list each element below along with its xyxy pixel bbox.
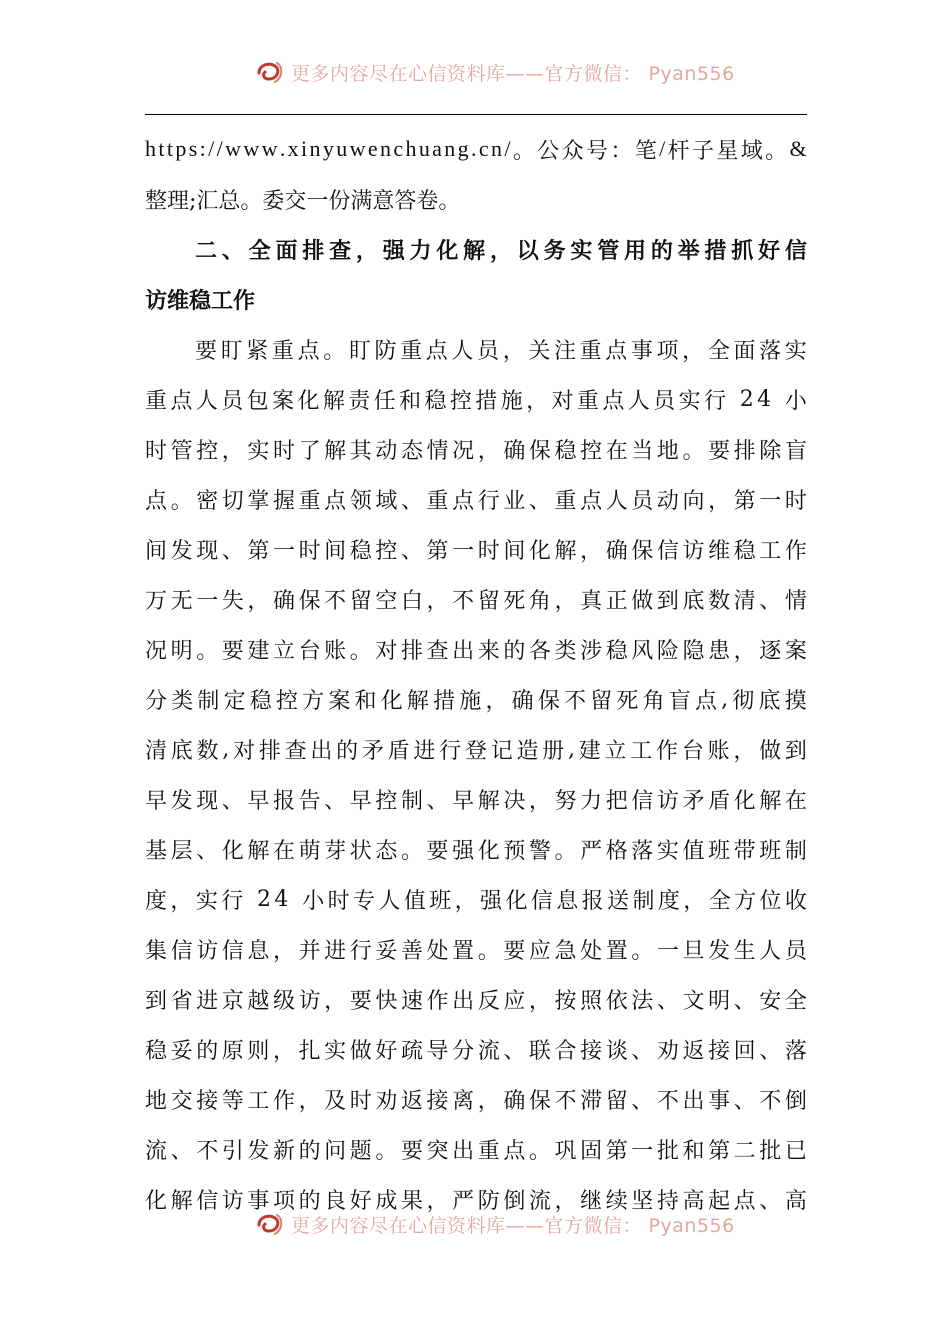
red-swirl-logo-icon	[255, 59, 285, 85]
header-divider	[145, 114, 807, 115]
paragraph-line: 时 管 控 ， 实 时 了 解 其 动 态 情 况 ， 确 保 稳 控 在 当 地 。 要 排 除 盲	[145, 438, 807, 464]
red-swirl-logo-icon	[255, 1211, 285, 1237]
paragraph-line: 分 类 制 定 稳 控 方 案 和 化 解 措 施 ， 确 保 不 留 死 角 盲 点 , 彻 底 摸	[145, 686, 807, 714]
section-heading: 二 、 全 面 排 查 ， 强 力 化 解 ， 以 务 实 管 用 的 举 措 抓 好 信	[195, 238, 807, 264]
paragraph-line: 间 发 现 、 第 一 时 间 稳 控 、 第 一 时 间 化 解 ， 确 保 信 访 维 稳 工 作	[145, 538, 807, 564]
paragraph-line: 清 底 数 , 对 排 查 出 的 矛 盾 进 行 登 记 造 册 , 建 立 工 作 台 账 ， 做 到	[145, 736, 807, 764]
paragraph-line: 基 层 、 化 解 在 萌 芽 状 态 。 要 强 化 预 警 。 严 格 落 实 值 班 带 班 制	[145, 838, 807, 864]
footer-watermark-text: 更多内容尽在心信资料库——官方微信： Pyan556	[291, 1214, 735, 1237]
paragraph-line: 到 省 进 京 越 级 访 ， 要 快 速 作 出 反 应 ， 按 照 依 法 、 文 明 、 安 全	[145, 988, 807, 1014]
paragraph-line: 点 。 密 切 掌 握 重 点 领 域 、 重 点 行 业 、 重 点 人 员 动 向 ， 第 一 时	[145, 488, 807, 514]
paragraph-line: 度 ， 实 行 2 4 小 时 专 人 值 班 ， 强 化 信 息 报 送 制 度 ， 全 方 位 收	[145, 886, 807, 914]
text-line: h t t p s : / / w w w . x i n y u w e n c h u a n g . c n / 。 公 众 号 ： 笔 / 杆 子 星 域 。 &	[145, 136, 807, 163]
document-body	[145, 124, 807, 1224]
paragraph-line: 流 、 不 引 发 新 的 问 题 。 要 突 出 重 点 。 巩 固 第 一 批 和 第 二 批 已	[145, 1138, 807, 1164]
paragraph-line: 要 盯 紧 重 点 。 盯 防 重 点 人 员 ， 关 注 重 点 事 项 ， 全 面 落 实	[195, 338, 807, 364]
header-watermark-text: 更多内容尽在心信资料库——官方微信： Pyan556	[291, 62, 735, 85]
paragraph-line: 化 解 信 访 事 项 的 良 好 成 果 ， 严 防 倒 流 ， 继 续 坚 持 高 起 点 、 高	[145, 1188, 807, 1214]
footer-watermark	[255, 1208, 735, 1240]
text-line: 整理;汇总。委交一份满意答卷。	[145, 188, 461, 214]
header-watermark	[255, 56, 735, 88]
paragraph-line: 万 无 一 失 ， 确 保 不 留 空 白 ， 不 留 死 角 ， 真 正 做 到 底 数 清 、 情	[145, 588, 807, 614]
paragraph-line: 早 发 现 、 早 报 告 、 早 控 制 、 早 解 决 ， 努 力 把 信 访 矛 盾 化 解 在	[145, 788, 807, 814]
paragraph-line: 稳 妥 的 原 则 ， 扎 实 做 好 疏 导 分 流 、 联 合 接 谈 、 劝 返 接 回 、 落	[145, 1038, 807, 1064]
paragraph-line: 集 信 访 信 息 ， 并 进 行 妥 善 处 置 。 要 应 急 处 置 。 一 旦 发 生 人 员	[145, 938, 807, 964]
paragraph-line: 况 明 。 要 建 立 台 账 。 对 排 查 出 来 的 各 类 涉 稳 风 险 隐 患 ， 逐 案	[145, 638, 807, 664]
paragraph-line: 重 点 人 员 包 案 化 解 责 任 和 稳 控 措 施 ， 对 重 点 人 员 实 行 2 4 小	[145, 386, 807, 414]
section-heading-cont: 访维稳工作	[145, 288, 256, 314]
paragraph-line: 地 交 接 等 工 作 ， 及 时 劝 返 接 离 ， 确 保 不 滞 留 、 不 出 事 、 不 倒	[145, 1088, 807, 1114]
